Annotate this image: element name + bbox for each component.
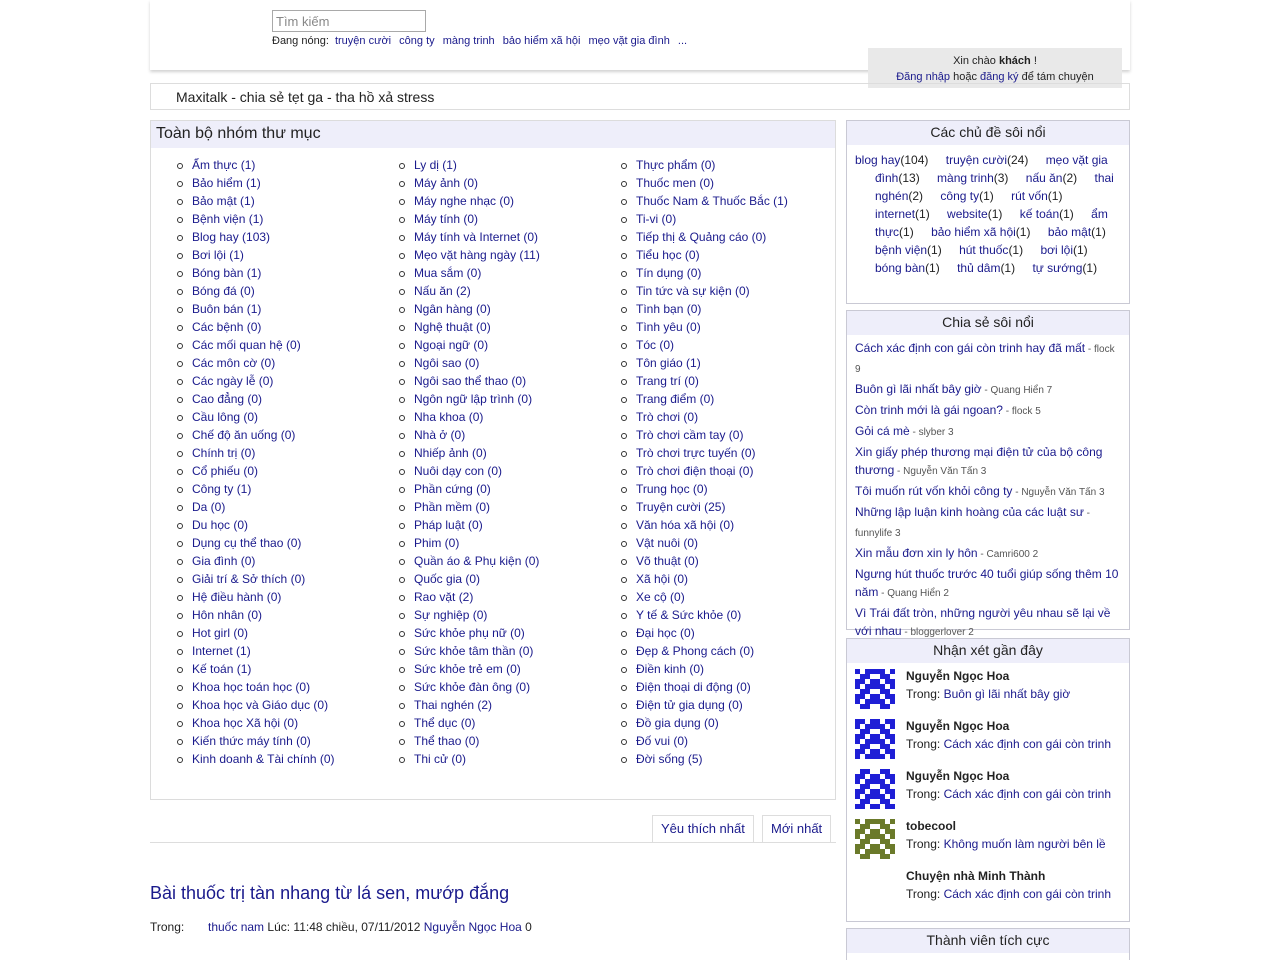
comment-post-link[interactable]: Cách xác định con gái còn trinh — [943, 887, 1112, 901]
category-item[interactable]: Các ngày lễ (0) — [177, 374, 335, 392]
category-item[interactable]: Phần mềm (0) — [399, 500, 540, 518]
hot-share-link[interactable]: Buôn gì lãi nhất bây giờ — [855, 382, 982, 396]
hot-topic-tag — [875, 207, 930, 221]
category-item[interactable]: Các mối quan hệ (0) — [177, 338, 335, 356]
category-item[interactable]: Thể thao (0) — [399, 734, 540, 752]
hot-topic-link[interactable]: hút thuốc — [959, 243, 1009, 257]
category-item[interactable]: Thuốc Nam & Thuốc Bắc (1) — [621, 194, 788, 212]
separator: - — [1085, 344, 1095, 355]
hot-share-author: slyber 3 — [918, 427, 954, 438]
comment-item — [847, 763, 1129, 813]
post-meta — [150, 920, 532, 934]
hot-topic-tag — [947, 207, 1002, 221]
avatar[interactable] — [855, 669, 895, 709]
hot-share-item — [855, 380, 1121, 400]
hot-topic-count: (13) — [898, 171, 920, 185]
hot-topic-link[interactable]: truyện cười — [945, 153, 1007, 167]
hot-share-author: flock 5 — [1011, 406, 1041, 417]
category-item[interactable]: Tình yêu (0) — [621, 320, 788, 338]
category-item[interactable]: Võ thuật (0) — [621, 554, 788, 572]
categories-title: Toàn bộ nhóm thư mục — [151, 121, 835, 148]
category-item[interactable]: Hôn nhân (0) — [177, 608, 335, 626]
category-item[interactable]: Quần áo & Phụ kiện (0) — [399, 554, 540, 572]
hot-share-author: bloggerlover 2 — [910, 627, 974, 638]
category-item[interactable]: Nhiếp ảnh (0) — [399, 446, 540, 464]
hot-topic-tag — [1032, 261, 1097, 275]
category-item[interactable]: Thể dục (0) — [399, 716, 540, 734]
hot-share-link[interactable]: Vì Trái đất tròn, những người yêu nhau sẽ lại về với nhau — [855, 606, 1111, 638]
comment-context — [906, 737, 1111, 751]
comment-in-label: Trong: — [906, 887, 941, 901]
category-item[interactable]: Khoa học toán học (0) — [177, 680, 335, 698]
category-item[interactable]: Du học (0) — [177, 518, 335, 536]
hot-share-link[interactable]: Ngưng hút thuốc trước 40 tuổi giúp sống thêm 10 năm — [855, 567, 1119, 599]
category-item[interactable]: Tình bạn (0) — [621, 302, 788, 320]
separator: - — [901, 627, 911, 638]
hot-share-item — [855, 503, 1121, 543]
category-item[interactable]: Đời sống (5) — [621, 752, 788, 770]
hot-topic-link[interactable]: blog hay — [855, 153, 901, 167]
comment-author: tobecool — [906, 819, 956, 833]
hot-tag[interactable]: mẹo vặt gia đình — [588, 35, 670, 47]
category-item[interactable]: Tiểu học (0) — [621, 248, 788, 266]
category-item[interactable]: Ngân hàng (0) — [399, 302, 540, 320]
hot-tag[interactable]: truyện cười — [334, 35, 392, 47]
hot-share-link[interactable]: Gỏi cá mè — [855, 424, 910, 438]
hot-topic-link[interactable]: bệnh viện — [875, 243, 928, 257]
hot-topic-link[interactable]: ẩm thực — [875, 207, 1108, 239]
category-item[interactable]: Gia đình (0) — [177, 554, 335, 572]
separator: - — [894, 466, 904, 477]
category-item[interactable]: Nhà ở (0) — [399, 428, 540, 446]
category-item[interactable]: Các môn cờ (0) — [177, 356, 335, 374]
separator: - — [977, 549, 987, 560]
category-item[interactable]: Phim (0) — [399, 536, 540, 554]
hot-topic-count: (1) — [1008, 243, 1024, 257]
hot-shares-title: Chia sẻ sôi nổi — [847, 311, 1129, 335]
category-item[interactable]: Ly dị (1) — [399, 158, 540, 176]
category-item[interactable]: Cổ phiếu (0) — [177, 464, 335, 482]
hot-share-link[interactable]: Những lập luận kinh hoàng của các luật sư — [855, 505, 1084, 519]
category-item[interactable]: Phần cứng (0) — [399, 482, 540, 500]
hot-share-link[interactable]: Xin giấy phép thương mại điện tử của bộ công thương — [855, 445, 1103, 477]
hot-topic-count: (1) — [1073, 243, 1088, 257]
category-item[interactable]: Trò chơi trực tuyến (0) — [621, 446, 788, 464]
hot-topic-count: (1) — [1000, 261, 1016, 275]
post-time: Lúc: 11:48 chiều, 07/11/2012 — [267, 920, 421, 934]
category-item[interactable]: Buôn bán (1) — [177, 302, 335, 320]
hot-topic-link[interactable]: website — [947, 207, 988, 221]
category-item[interactable]: Mua sắm (0) — [399, 266, 540, 284]
category-item[interactable]: Thi cử (0) — [399, 752, 540, 770]
hot-topic-tag — [1026, 171, 1077, 185]
comment-context — [906, 687, 1070, 701]
separator: - — [1012, 487, 1022, 498]
separator: - — [1083, 508, 1090, 519]
tag-cloud — [847, 145, 1129, 283]
hot-tags-bar — [272, 35, 692, 47]
category-item[interactable]: Ngôi sao (0) — [399, 356, 540, 374]
category-item[interactable]: Trang điểm (0) — [621, 392, 788, 410]
hot-share-author: Quang Hiển 7 — [990, 385, 1053, 396]
hot-topic-link[interactable]: bơi lội — [1040, 243, 1074, 257]
category-item[interactable]: Công ty (1) — [177, 482, 335, 500]
category-item[interactable]: Internet (1) — [177, 644, 335, 662]
hot-share-item — [855, 544, 1121, 564]
hot-topic-link[interactable]: rút vốn — [1011, 189, 1048, 203]
category-item[interactable]: Máy nghe nhạc (0) — [399, 194, 540, 212]
category-item[interactable]: Vật nuôi (0) — [621, 536, 788, 554]
category-item[interactable]: Sự nghiệp (0) — [399, 608, 540, 626]
hot-topic-link[interactable]: bảo hiểm xã hội — [931, 225, 1016, 239]
hot-share-link[interactable]: Tôi muốn rút vốn khỏi công ty — [855, 484, 1013, 498]
hot-shares-list — [847, 335, 1129, 647]
hot-topic-link[interactable]: công ty — [940, 189, 980, 203]
hot-topic-tag — [940, 189, 993, 203]
category-item[interactable]: Điền kinh (0) — [621, 662, 788, 680]
hot-topic-tag — [957, 261, 1015, 275]
category-item[interactable]: Tin tức và sự kiện (0) — [621, 284, 788, 302]
hot-tag[interactable]: công ty — [399, 35, 435, 47]
hot-topics-box — [846, 120, 1130, 304]
hot-topic-tag — [875, 261, 940, 275]
hot-topic-count: (1) — [1059, 207, 1074, 221]
tab-favorite[interactable]: Yêu thích nhất — [652, 815, 754, 842]
category-item[interactable]: Giải trí & Sở thích (0) — [177, 572, 335, 590]
category-item[interactable]: Cao đẳng (0) — [177, 392, 335, 410]
hot-share-item — [855, 401, 1121, 421]
post-category-link[interactable]: thuốc nam — [208, 920, 265, 934]
category-item[interactable]: Kinh doanh & Tài chính (0) — [177, 752, 335, 770]
category-column-2 — [399, 158, 540, 770]
login-link[interactable]: Đăng nhập — [896, 71, 951, 83]
category-item[interactable]: Bóng bàn (1) — [177, 266, 335, 284]
hot-topic-count: (1) — [1047, 189, 1063, 203]
category-item[interactable]: Điện tử gia dụng (0) — [621, 698, 788, 716]
category-item[interactable]: Hệ điều hành (0) — [177, 590, 335, 608]
category-item[interactable]: Điện thoại di động (0) — [621, 680, 788, 698]
category-item[interactable]: Kiến thức máy tính (0) — [177, 734, 335, 752]
category-item[interactable]: Thai nghén (2) — [399, 698, 540, 716]
avatar[interactable] — [855, 769, 895, 809]
comment-item — [847, 663, 1129, 713]
comment-post-link[interactable]: Cách xác định con gái còn trinh — [943, 787, 1112, 801]
hot-share-item — [855, 422, 1121, 442]
category-item[interactable]: Tóc (0) — [621, 338, 788, 356]
hot-topic-count: (1) — [979, 189, 994, 203]
category-item[interactable]: Bảo mật (1) — [177, 194, 335, 212]
hot-shares-box — [846, 310, 1130, 638]
category-item[interactable]: Máy tính (0) — [399, 212, 540, 230]
category-item[interactable]: Y tế & Sức khỏe (0) — [621, 608, 788, 626]
category-item[interactable]: Kế toán (1) — [177, 662, 335, 680]
post-sort-tabs — [150, 815, 836, 843]
categories-box — [150, 120, 836, 800]
hot-share-item — [855, 565, 1121, 603]
hot-share-author: Camri600 2 — [986, 549, 1039, 560]
category-item[interactable]: Bệnh viện (1) — [177, 212, 335, 230]
category-item[interactable]: Nha khoa (0) — [399, 410, 540, 428]
hot-topic-count: (2) — [908, 189, 924, 203]
category-item[interactable]: Da (0) — [177, 500, 335, 518]
category-item[interactable]: Khoa học Xã hội (0) — [177, 716, 335, 734]
hot-topic-link[interactable]: bóng bàn — [875, 261, 926, 275]
comment-author: Nguyễn Ngọc Hoa — [906, 769, 1010, 783]
site-header — [150, 0, 1130, 83]
hot-share-link[interactable]: Còn trinh mới là gái ngoan? — [855, 403, 1003, 417]
hot-topic-count: (1) — [915, 207, 930, 221]
category-item[interactable]: Đố vui (0) — [621, 734, 788, 752]
register-link[interactable]: đăng ký — [980, 71, 1019, 83]
category-item[interactable]: Chế độ ăn uống (0) — [177, 428, 335, 446]
comment-item — [847, 713, 1129, 763]
category-item[interactable]: Trang trí (0) — [621, 374, 788, 392]
hot-share-link[interactable]: Cách xác định con gái còn trinh hay đã mất — [855, 341, 1086, 355]
comment-in-label: Trong: — [906, 737, 941, 751]
hot-topic-tag — [946, 153, 1029, 167]
hot-share-item — [855, 339, 1121, 379]
active-members-title: Thành viên tích cực — [847, 929, 1129, 953]
category-item[interactable]: Đại học (0) — [621, 626, 788, 644]
category-item[interactable]: Pháp luật (0) — [399, 518, 540, 536]
category-item[interactable]: Truyện cười (25) — [621, 500, 788, 518]
category-item[interactable]: Ti-vi (0) — [621, 212, 788, 230]
recent-comments-title: Nhận xét gần đây — [847, 639, 1129, 663]
category-item[interactable]: Trò chơi (0) — [621, 410, 788, 428]
comment-item — [847, 863, 1129, 913]
category-item[interactable]: Sức khỏe phụ nữ (0) — [399, 626, 540, 644]
category-item[interactable]: Hot girl (0) — [177, 626, 335, 644]
hot-share-author: funnylife 3 — [855, 528, 901, 539]
separator: - — [1002, 406, 1012, 417]
category-item[interactable]: Trung học (0) — [621, 482, 788, 500]
hot-topic-link[interactable]: kế toán — [1019, 207, 1060, 221]
hot-topic-count: (2) — [1062, 171, 1078, 185]
hot-share-item — [855, 604, 1121, 642]
search-input[interactable] — [272, 10, 426, 32]
category-item[interactable]: Máy tính và Internet (0) — [399, 230, 540, 248]
category-item[interactable]: Khoa học và Giáo dục (0) — [177, 698, 335, 716]
category-item[interactable]: Trò chơi điện thoại (0) — [621, 464, 788, 482]
welcome-box — [868, 48, 1122, 88]
hot-topic-count: (1) — [1091, 225, 1106, 239]
category-item[interactable]: Xã hội (0) — [621, 572, 788, 590]
category-item[interactable]: Thuốc men (0) — [621, 176, 788, 194]
category-item[interactable]: Ngôi sao thể thao (0) — [399, 374, 540, 392]
category-item[interactable]: Ẩm thực (1) — [177, 158, 335, 176]
hot-topic-tag — [959, 243, 1023, 257]
hot-topic-link[interactable]: thai nghén — [875, 171, 1114, 203]
hot-tag[interactable]: bảo hiểm xã hội — [502, 35, 581, 47]
hot-topic-link[interactable]: màng trinh — [937, 171, 994, 185]
post-title[interactable]: Bài thuốc trị tàn nhang từ lá sen, mướp đắng — [150, 883, 510, 903]
hot-topic-count: (1) — [987, 207, 1003, 221]
hot-topic-count: (1) — [927, 243, 942, 257]
post-comment-count: 0 — [525, 920, 532, 934]
comment-item — [847, 813, 1129, 863]
category-item[interactable]: Quốc gia (0) — [399, 572, 540, 590]
hot-topic-tag — [855, 153, 928, 167]
hot-label: Đang nóng: — [272, 35, 329, 47]
comment-author: Nguyễn Ngọc Hoa — [906, 719, 1010, 733]
category-item[interactable]: Rao vặt (2) — [399, 590, 540, 608]
category-item[interactable]: Sức khỏe tâm thần (0) — [399, 644, 540, 662]
comment-in-label: Trong: — [906, 837, 941, 851]
hot-topic-tag — [1011, 189, 1062, 203]
welcome-prefix: Xin chào — [953, 55, 996, 67]
hot-topic-count: (1) — [925, 261, 940, 275]
category-item[interactable]: Các bệnh (0) — [177, 320, 335, 338]
category-item[interactable]: Sức khỏe trẻ em (0) — [399, 662, 540, 680]
comment-in-label: Trong: — [906, 787, 941, 801]
category-item[interactable]: Đồ gia dụng (0) — [621, 716, 788, 734]
category-item[interactable]: Chính trị (0) — [177, 446, 335, 464]
welcome-user: khách — [998, 55, 1031, 67]
hot-topic-count: (1) — [1015, 225, 1031, 239]
category-item[interactable]: Cầu lông (0) — [177, 410, 335, 428]
category-item[interactable]: Thực phẩm (0) — [621, 158, 788, 176]
comment-context — [906, 787, 1111, 801]
comment-post-link[interactable]: Buôn gì lãi nhất bây giờ — [943, 687, 1071, 701]
or-text: hoặc — [953, 71, 977, 83]
hot-share-author: flock 9 — [855, 344, 1115, 375]
category-item[interactable]: Xe cộ (0) — [621, 590, 788, 608]
category-item[interactable]: Nuôi dạy con (0) — [399, 464, 540, 482]
hot-topic-count: (1) — [899, 225, 914, 239]
hot-share-item — [855, 482, 1121, 502]
chat-text: để tám chuyện — [1021, 71, 1094, 83]
comment-author: Chuyện nhà Minh Thành — [906, 869, 1046, 883]
category-item[interactable]: Bảo hiểm (1) — [177, 176, 335, 194]
hot-topic-count: (3) — [993, 171, 1009, 185]
comment-post-link[interactable]: Cách xác định con gái còn trinh — [943, 737, 1112, 751]
recent-comments-list — [847, 663, 1129, 913]
hot-share-link[interactable]: Xin mẫu đơn xin ly hôn — [855, 546, 978, 560]
active-members-box — [846, 928, 1130, 960]
hot-share-author: Quang Hiển 2 — [887, 588, 949, 599]
avatar[interactable] — [855, 819, 895, 859]
separator: - — [981, 385, 991, 396]
hot-topic-tag — [937, 171, 1008, 185]
tab-newest[interactable]: Mới nhất — [762, 815, 831, 842]
hot-topic-tag — [875, 243, 942, 257]
category-item[interactable]: Blog hay (103) — [177, 230, 335, 248]
hot-topic-link[interactable]: nấu ăn — [1025, 171, 1063, 185]
hot-tag[interactable]: màng trinh — [442, 35, 495, 47]
category-item[interactable]: Trò chơi cầm tay (0) — [621, 428, 788, 446]
hot-topic-link[interactable]: internet — [875, 207, 916, 221]
category-item[interactable]: Sức khỏe đàn ông (0) — [399, 680, 540, 698]
category-item[interactable]: Tiếp thị & Quảng cáo (0) — [621, 230, 788, 248]
category-item[interactable]: Dụng cụ thể thao (0) — [177, 536, 335, 554]
hot-topic-link[interactable]: thủ dâm — [957, 261, 1001, 275]
category-item[interactable]: Nấu ăn (2) — [399, 284, 540, 302]
category-column-1 — [177, 158, 335, 770]
category-item[interactable]: Nghệ thuật (0) — [399, 320, 540, 338]
hot-topic-count: (104) — [900, 153, 929, 167]
comment-context — [906, 887, 1111, 901]
hot-topic-link[interactable]: bảo mật — [1047, 225, 1092, 239]
category-item[interactable]: Tôn giáo (1) — [621, 356, 788, 374]
comment-in-label: Trong: — [906, 687, 941, 701]
hot-tags-more[interactable]: ... — [677, 35, 688, 47]
site-title-bar — [150, 83, 1130, 110]
category-item[interactable]: Bơi lội (1) — [177, 248, 335, 266]
hot-topic-count: (24) — [1007, 153, 1029, 167]
hot-topics-title: Các chủ đề sôi nổi — [847, 121, 1129, 145]
separator: - — [878, 588, 888, 599]
hot-share-item — [855, 443, 1121, 481]
post-author-link[interactable]: Nguyễn Ngọc Hoa — [423, 920, 522, 934]
separator: - — [909, 427, 919, 438]
post-in-label: Trong: — [150, 920, 185, 934]
hot-topic-tag — [931, 225, 1030, 239]
category-item[interactable]: Tín dụng (0) — [621, 266, 788, 284]
comment-context — [906, 837, 1106, 851]
hot-topic-tag — [1048, 225, 1106, 239]
category-item[interactable]: Máy ảnh (0) — [399, 176, 540, 194]
category-item[interactable]: Ngoại ngữ (0) — [399, 338, 540, 356]
welcome-suffix: ! — [1033, 55, 1037, 67]
hot-topic-link[interactable]: mẹo vặt gia đình — [875, 153, 1108, 185]
category-column-3 — [621, 158, 788, 770]
hot-topic-tag — [1020, 207, 1074, 221]
category-item[interactable]: Bóng đá (0) — [177, 284, 335, 302]
category-item[interactable]: Mẹo vặt hàng ngày (11) — [399, 248, 540, 266]
category-item[interactable]: Văn hóa xã hội (0) — [621, 518, 788, 536]
comment-post-link[interactable]: Không muốn làm người bên lề — [943, 837, 1106, 851]
category-item[interactable]: Đẹp & Phong cách (0) — [621, 644, 788, 662]
hot-topic-count: (1) — [1082, 261, 1098, 275]
category-item[interactable]: Ngôn ngữ lập trình (0) — [399, 392, 540, 410]
comment-author: Nguyễn Ngọc Hoa — [906, 669, 1010, 683]
hot-topic-tag — [1040, 243, 1087, 257]
hot-share-author: Nguyễn Văn Tấn 3 — [903, 466, 987, 477]
site-title: Maxitalk - chia sẻ tẹt ga - tha hồ xả stress — [176, 89, 435, 105]
recent-comments-box — [846, 638, 1130, 922]
hot-share-author: Nguyễn Văn Tấn 3 — [1021, 487, 1105, 498]
avatar[interactable] — [855, 719, 895, 759]
hot-topic-link[interactable]: tự sướng — [1032, 261, 1083, 275]
